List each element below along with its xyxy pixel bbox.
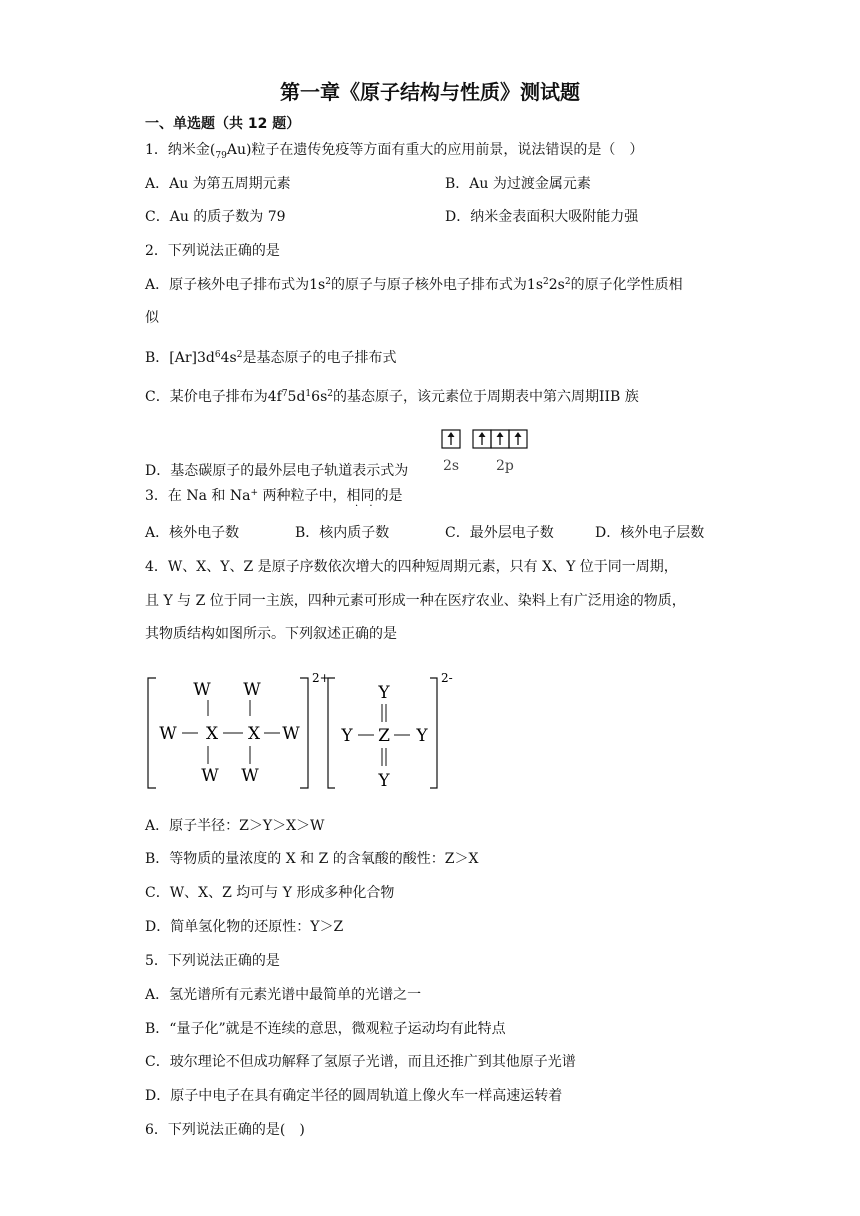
q3-option-b: B．核内质子数 xyxy=(295,525,390,541)
q2-option-a: A．原子核外电子排布式为$1s^2$的原子与原子核外电子排布式为$1s^22s^2$的原子化学性质相 xyxy=(145,277,683,293)
orbital-diagram xyxy=(438,427,538,477)
atom-w: W xyxy=(201,766,219,786)
atom-w: W xyxy=(241,766,259,786)
atom-x: X xyxy=(205,724,219,744)
q5-option-d: D．原子中电子在具有确定半径的圆周轨道上像火车一样高速运转着 xyxy=(145,1088,563,1104)
section-heading: 一、单选题（共 12 题） xyxy=(145,116,301,132)
q3-option-d: D．核外电子层数 xyxy=(595,525,705,541)
anion-bracket-right xyxy=(430,678,437,788)
q3-emphasis-dots: · · xyxy=(355,501,377,512)
cation-charge: 2+ xyxy=(312,671,330,685)
atom-x: X xyxy=(247,724,261,744)
q1-stem: 1．纳米金$(_{79}Au)$粒子在遗传免疫等方面有重大的应用前景，说法错误的是（ ） xyxy=(145,142,644,161)
q5-option-a: A．氢光谱所有元素光谱中最简单的光谱之一 xyxy=(145,987,422,1003)
cation-bracket-right xyxy=(300,678,308,788)
atom-y: Y xyxy=(378,771,390,791)
atom-z: Z xyxy=(378,726,390,746)
q2-option-c: C．某价电子排布为$4f^75d^16s^2$的基态原子，该元素位于周期表中第六周期IIB 族 xyxy=(145,389,639,405)
atom-y: Y xyxy=(378,683,390,703)
q4-option-d: D．简单氢化物的还原性：Y＞Z xyxy=(145,919,344,935)
q4-option-b: B．等物质的量浓度的 X 和 Z 的含氧酸的酸性：Z＞X xyxy=(145,851,479,867)
up-arrow-icon xyxy=(497,432,504,445)
q1-option-a: A．Au 为第五周期元素 xyxy=(145,176,291,192)
q1-option-c: C．Au 的质子数为 79 xyxy=(145,209,286,225)
atom-y: Y xyxy=(416,726,428,746)
q4-stem-line2: 且 Y 与 Z 位于同一主族，四种元素可形成一种在医疗农业、染料上有广泛用途的物质， xyxy=(145,593,686,609)
atom-w: W xyxy=(159,724,177,744)
q1-option-b: B．Au 为过渡金属元素 xyxy=(445,176,591,192)
q2-option-d: D．基态碳原子的最外层电子轨道表示式为 xyxy=(145,463,409,479)
orbital-label-2p: 2p xyxy=(496,458,514,474)
cation-bracket-left xyxy=(148,678,156,788)
anion-charge: 2- xyxy=(441,671,453,685)
q5-option-c: C．玻尔理论不但成功解释了氢原子光谱，而且还推广到其他原子光谱 xyxy=(145,1054,576,1070)
q4-option-a: A．原子半径：Z＞Y＞X＞W xyxy=(145,818,325,834)
q5-stem: 5．下列说法正确的是 xyxy=(145,953,280,969)
up-arrow-icon xyxy=(479,432,486,445)
q2-option-a-cont: 似 xyxy=(145,310,159,326)
q4-stem-line1: 4．W、X、Y、Z 是原子序数依次增大的四种短周期元素，只有 X、Y 位于同一周期， xyxy=(145,559,678,575)
q4-option-c: C．W、X、Z 均可与 Y 形成多种化合物 xyxy=(145,885,395,901)
up-arrow-icon xyxy=(448,432,455,445)
q6-stem: 6．下列说法正确的是( ) xyxy=(145,1122,305,1138)
q3-stem: 3．在 Na 和 Na+ 两种粒子中，相同的是 xyxy=(145,488,403,504)
q2-stem: 2．下列说法正确的是 xyxy=(145,243,280,259)
atom-w: W xyxy=(282,724,300,744)
atom-y: Y xyxy=(341,726,353,746)
structure-diagram xyxy=(140,668,470,798)
q5-option-b: B．“量子化”就是不连续的意思，微观粒子运动均有此特点 xyxy=(145,1021,506,1037)
q2-option-b: B．$[Ar]3d^64s^2$是基态原子的电子排布式 xyxy=(145,350,397,366)
q3-option-a: A．核外电子数 xyxy=(145,525,240,541)
q4-stem-line3: 其物质结构如图所示。下列叙述正确的是 xyxy=(145,626,397,642)
up-arrow-icon xyxy=(515,432,522,445)
q1-option-d: D．纳米金表面积大吸附能力强 xyxy=(445,209,639,225)
anion-bracket-left xyxy=(328,678,335,788)
atom-w: W xyxy=(243,680,261,700)
q3-option-c: C．最外层电子数 xyxy=(445,525,554,541)
orbital-label-2s: 2s xyxy=(443,458,460,474)
page-title: 第一章《原子结构与性质》测试题 xyxy=(280,80,580,104)
atom-w: W xyxy=(193,680,211,700)
